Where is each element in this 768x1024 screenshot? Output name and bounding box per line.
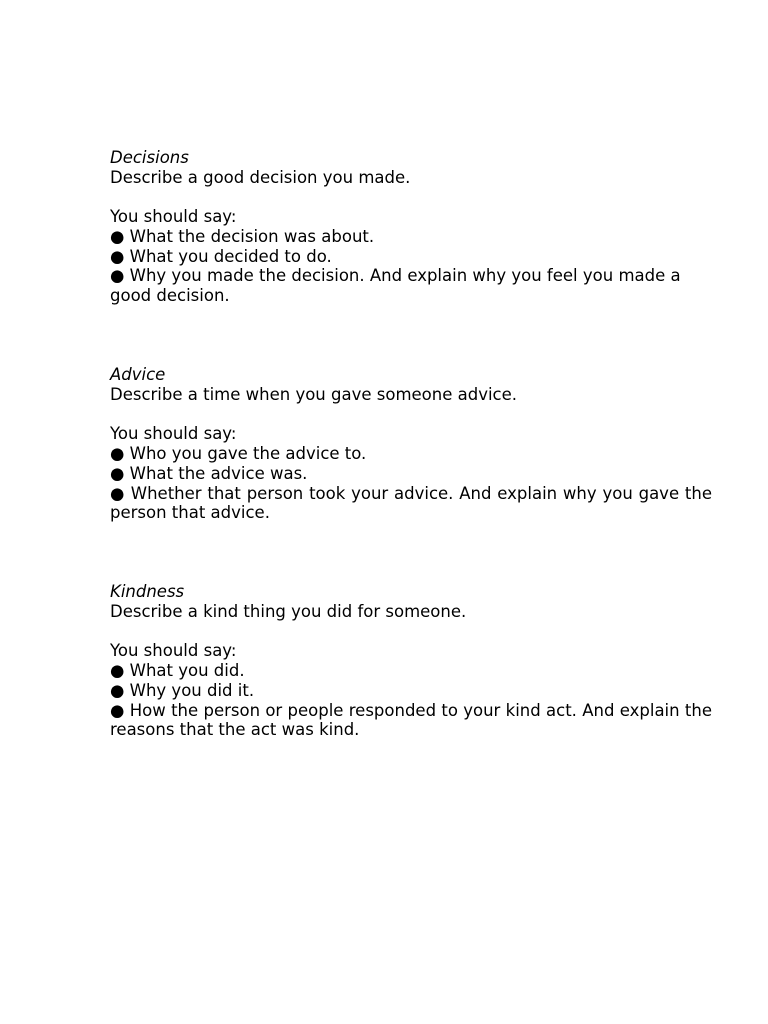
bullet-item: ● Why you made the decision. And explain why you feel you made a good decision. bbox=[110, 266, 681, 306]
section-prompt: Describe a time when you gave someone advice. bbox=[110, 384, 518, 404]
section-advice bbox=[110, 365, 712, 523]
should-say-label: You should say: bbox=[110, 207, 237, 227]
should-say-label: You should say: bbox=[110, 641, 237, 661]
document-page bbox=[110, 148, 712, 740]
should-say-label: You should say: bbox=[110, 424, 237, 444]
section-prompt: Describe a kind thing you did for someone. bbox=[110, 601, 467, 621]
section-kindness bbox=[110, 582, 712, 740]
section-decisions bbox=[110, 148, 712, 306]
bullet-item: ● What you decided to do. bbox=[110, 246, 332, 266]
bullet-item: ● Why you did it. bbox=[110, 680, 255, 700]
bullet-item: ● What you did. bbox=[110, 661, 245, 681]
section-topic: Kindness bbox=[110, 582, 185, 602]
bullet-item: ● How the person or people responded to your kind act. And explain the reasons that the act was kind. bbox=[110, 700, 712, 740]
bullet-item: ● What the advice was. bbox=[110, 463, 308, 483]
bullet-item: ● Who you gave the advice to. bbox=[110, 443, 367, 463]
section-prompt: Describe a good decision you made. bbox=[110, 167, 411, 187]
section-topic: Decisions bbox=[110, 148, 189, 167]
section-topic: Advice bbox=[110, 365, 166, 385]
bullet-item: ● What the decision was about. bbox=[110, 226, 375, 246]
bullet-item: ● Whether that person took your advice. And explain why you gave the person that advice. bbox=[110, 483, 712, 523]
